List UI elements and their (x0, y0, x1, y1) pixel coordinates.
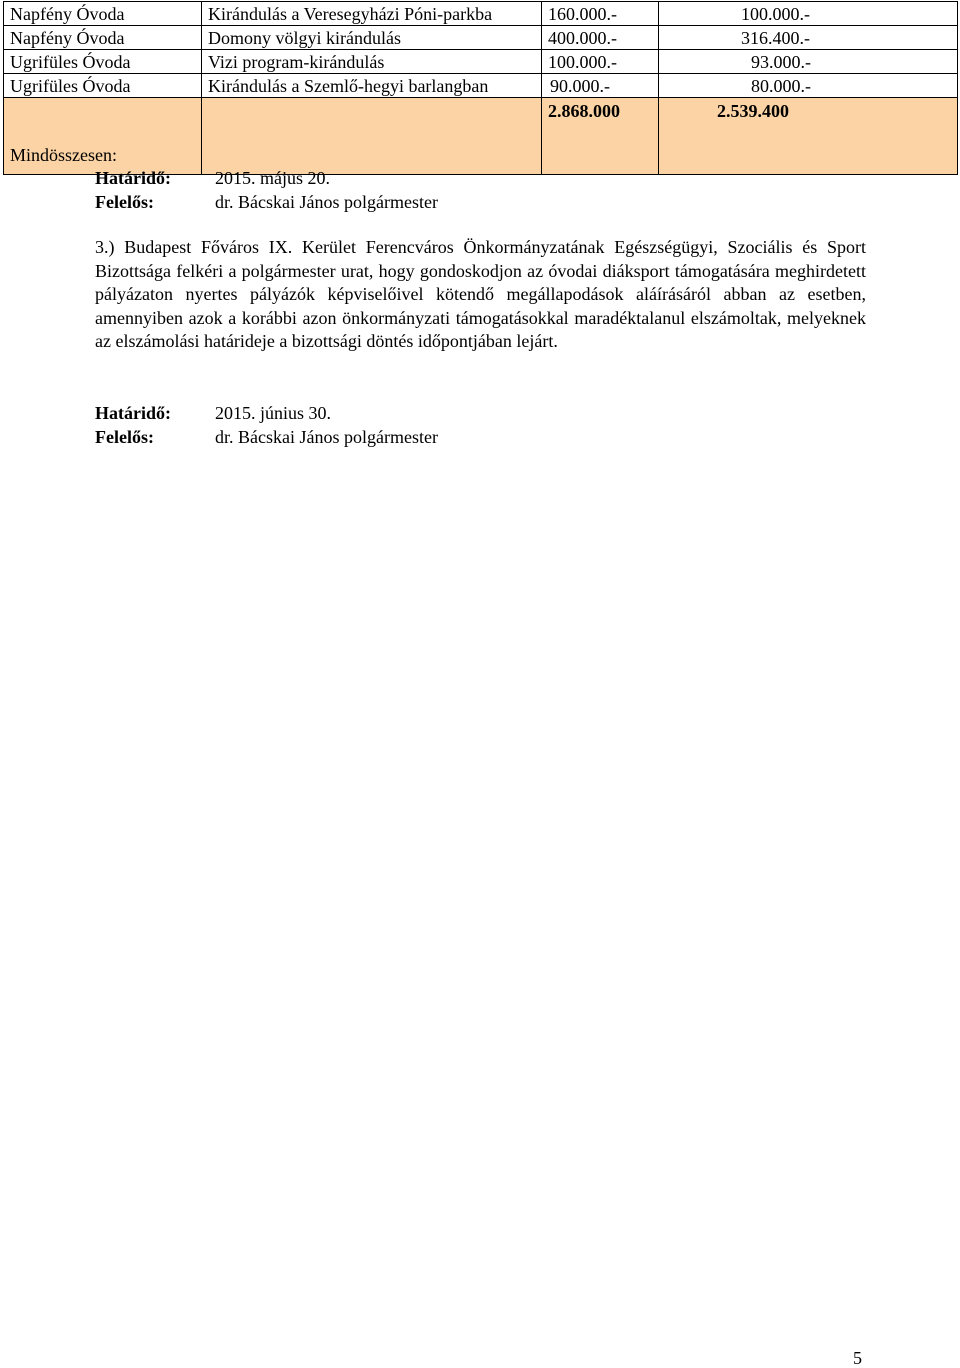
granted-amount-cell: 100.000.- (659, 2, 958, 26)
resolution-2-meta (95, 401, 438, 449)
requested-amount-cell: 100.000.- (542, 50, 659, 74)
page-number: 5 (853, 1348, 862, 1368)
org-cell: Napfény Óvoda (4, 26, 202, 50)
deadline-value: 2015. május 20. (215, 168, 330, 188)
program-cell: Vizi program-kirándulás (202, 50, 542, 74)
table-row (4, 26, 958, 50)
org-cell: Napfény Óvoda (4, 2, 202, 26)
total-label: Mindösszesen: (4, 98, 202, 175)
org-cell: Ugrifüles Óvoda (4, 74, 202, 98)
program-cell: Kirándulás a Veresegyházi Póni-parkba (202, 2, 542, 26)
deadline-label: Határidő: (95, 403, 171, 423)
deadline-label: Határidő: (95, 168, 171, 188)
table-row (4, 2, 958, 26)
program-cell: Domony völgyi kirándulás (202, 26, 542, 50)
granted-amount-cell: 316.400.- (659, 26, 958, 50)
total-requested: 2.868.000 (542, 98, 659, 175)
responsible-value: dr. Bácskai János polgármester (215, 192, 438, 212)
deadline-value: 2015. június 30. (215, 403, 332, 423)
total-granted: 2.539.400 (659, 98, 958, 175)
org-cell: Ugrifüles Óvoda (4, 50, 202, 74)
table-row (4, 74, 958, 98)
total-row (4, 98, 958, 175)
granted-amount-cell: 93.000.- (659, 50, 958, 74)
table-row (4, 50, 958, 74)
responsible-value: dr. Bácskai János polgármester (215, 427, 438, 447)
requested-amount-cell: 400.000.- (542, 26, 659, 50)
resolution-1-meta (95, 166, 438, 214)
requested-amount-cell: 90.000.- (542, 74, 659, 98)
grant-table (3, 1, 958, 175)
program-cell: Kirándulás a Szemlő-hegyi barlangban (202, 74, 542, 98)
resolution-2-text: 3.) Budapest Főváros IX. Kerület Ferencváros Önkormányzatának Egészségügyi, Szociális és Sport Bizottsága felkéri a polgármester urat, hogy gondoskodjon az óvodai diáksport támogatására meghirdetett pályázaton nyertes pályázók képviselőivel kötendő megállapodások aláírásáról abban az esetben, amennyiben azok a korábbi azon önkormányzati támogatásokkal maradéktalanul elszámoltak, melyeknek az elszámolási határideje a bizottsági döntés időpontjában lejárt. (95, 237, 866, 352)
granted-amount-cell: 80.000.- (659, 74, 958, 98)
total-empty-cell (202, 98, 542, 175)
responsible-label: Felelős: (95, 192, 154, 212)
requested-amount-cell: 160.000.- (542, 2, 659, 26)
responsible-label: Felelős: (95, 427, 154, 447)
